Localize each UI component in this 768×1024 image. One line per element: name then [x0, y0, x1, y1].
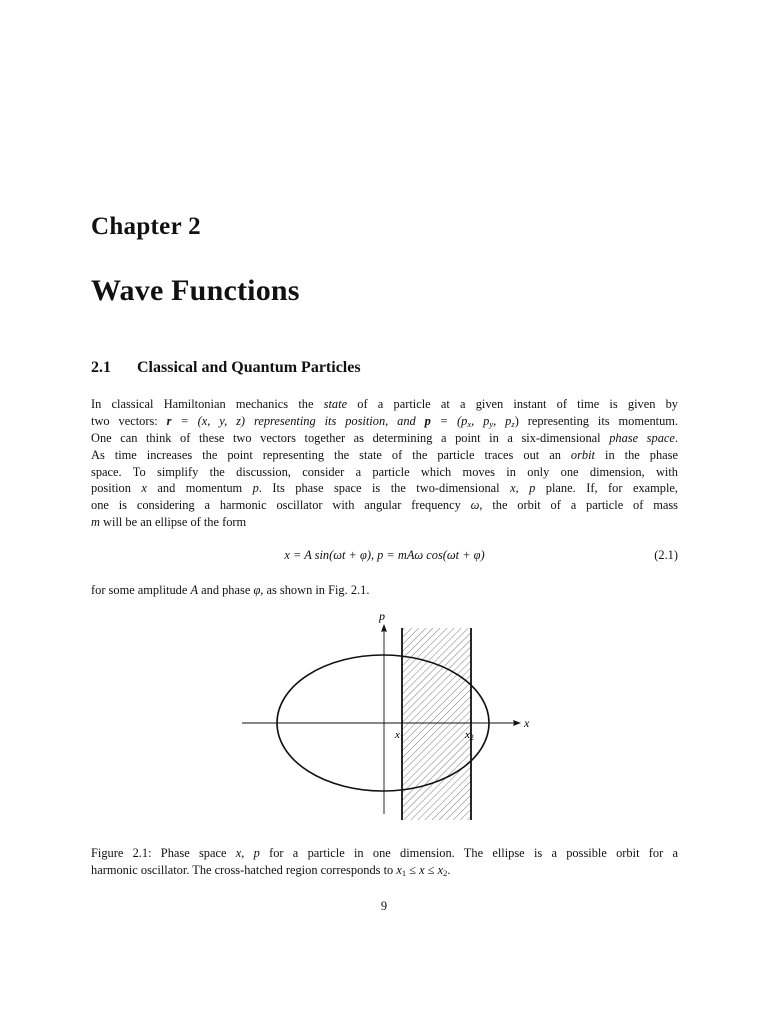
paragraph-line: position x and momentum p. Its phase space is the two-dimensional x, p plane. If, for example, — [91, 481, 678, 496]
section-title: Classical and Quantum Particles — [137, 359, 361, 376]
paragraph-line: one is considering a harmonic oscillator with angular frequency ω, the orbit of a particle of mass — [91, 498, 678, 513]
p-axis-arrowhead — [381, 624, 387, 632]
figure-caption — [91, 845, 678, 879]
paragraph-line: two vectors: r = (x, y, z) representing its position, and $p = (p_x$, $p_y$, $p_z$) representing its momentum. — [91, 413, 678, 429]
caption-line: harmonic oscillator. The cross-hatched region corresponds to $x_1 \le x \le x_2$. — [91, 862, 451, 878]
p-axis-label: p — [379, 609, 385, 623]
x1-label: x1 — [395, 729, 404, 742]
caption-line: Figure 2.1: Phase space x, p for a particle in one dimension. The ellipse is a possible orbit for a — [91, 846, 678, 860]
paragraph-line: One can think of these two vectors together as determining a point in a six-dimensional phase space. — [91, 430, 678, 445]
x-axis-arrowhead — [513, 720, 521, 726]
section-number: 2.1 — [91, 359, 111, 376]
paragraph-line: In classical Hamiltonian mechanics the state of a particle at a given instant of time is given by — [91, 397, 678, 411]
x-axis-label: x — [524, 716, 530, 730]
equation-number: (2.1) — [654, 548, 678, 562]
chapter-title: Wave Functions — [91, 274, 300, 307]
equation-body: x = A sin(ωt + φ), p = mAω cos(ωt + φ) — [284, 548, 485, 562]
paragraph-line: space. To simplify the discussion, consider a particle which moves in only one dimension, with — [91, 464, 678, 479]
paragraph-line: m will be an ellipse of the form — [91, 515, 247, 530]
paragraph-line: As time increases the point representing the state of the particle traces out an orbit in the phase — [91, 447, 678, 462]
x2-label: x2 — [465, 729, 474, 742]
page-number: 9 — [380, 899, 388, 913]
post-equation-text: for some amplitude A and phase φ, as shown in Fig. 2.1. — [91, 583, 370, 597]
chapter-label: Chapter 2 — [91, 213, 201, 240]
